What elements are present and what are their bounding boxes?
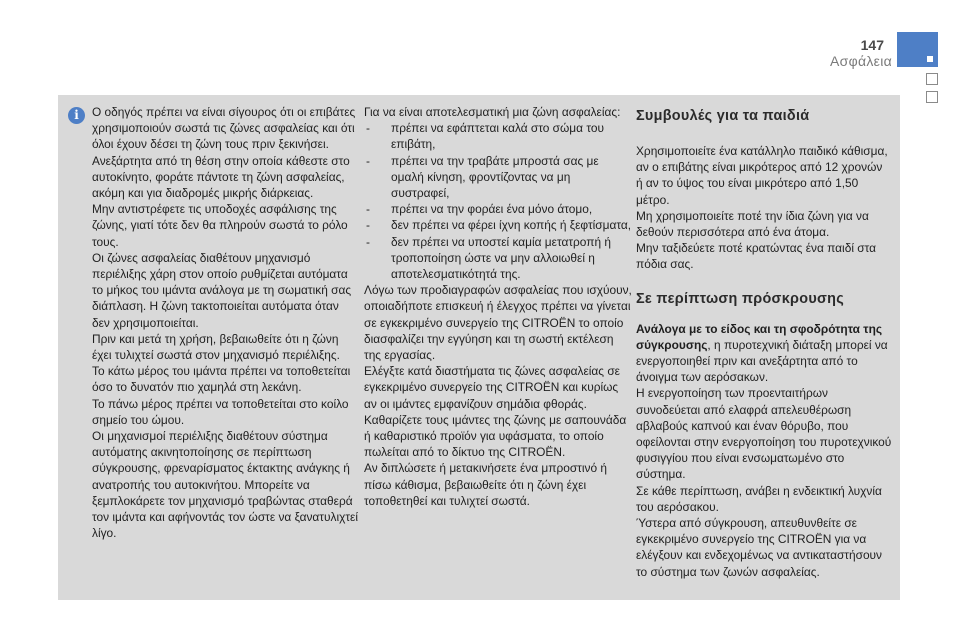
page-number: 147	[860, 37, 884, 53]
chapter-tab	[897, 32, 938, 67]
paragraph: Η ενεργοποίηση των προενταιτήρων συνοδεύεται από ελαφρά απελευθέρωση αβλαβούς καπνού και έναν θόρυβο, που οφείλονται στην ενεργοποίηση του πυροτεχνικού φυσιγγίου που είναι ενσωματωμένο στο σύστημα.	[636, 386, 892, 482]
paragraph: Πριν και μετά τη χρήση, βεβαιωθείτε ότι η ζώνη έχει τυλιχτεί σωστά στον μηχανισμό περιέλιξης.	[92, 331, 340, 363]
collision-lead	[636, 321, 892, 386]
list-item: - πρέπει να εφάπτεται καλά στο σώμα του επιβάτη,	[364, 120, 632, 152]
chapter-tab-mark	[927, 56, 933, 62]
info-icon: i	[68, 107, 85, 124]
paragraph: Σε κάθε περίπτωση, ανάβει η ενδεικτική λυχνία του αερόσακου.	[636, 483, 882, 514]
paragraph: Το πάνω μέρος πρέπει να τοποθετείται στο κοίλο σημείο του ώμου.	[92, 396, 349, 427]
column-1	[92, 104, 358, 541]
list-item: - δεν πρέπει να φέρει ίχνη κοπής ή ξεφτίσματα,	[364, 217, 632, 233]
paragraph: Αν διπλώσετε ή μετακινήσετε ένα μπροστινό ή πίσω κάθισμα, βεβαιωθείτε ότι η ζώνη έχει τοποθετηθεί και τυλιχτεί σωστά.	[364, 461, 607, 508]
chapter-box-1	[926, 73, 938, 85]
paragraph: Μη χρησιμοποιείτε ποτέ την ίδια ζώνη για να δεθούν περισσότερα από ένα άτομα.	[636, 208, 869, 240]
column-2	[364, 104, 632, 509]
chapter-box-2	[926, 91, 938, 103]
heading-children-advice: Συμβουλές για τα παιδιά	[636, 108, 810, 124]
heading-collision: Σε περίπτωση πρόσκρουσης	[636, 290, 845, 307]
paragraph: Ελέγξτε κατά διαστήματα τις ζώνες ασφαλείας σε εγκεκριμένο συνεργείο της CITROËN και κυρίως αν οι ιμάντες εμφανίζουν σημάδια φθοράς.	[364, 364, 620, 411]
list-item: - πρέπει να την τραβάτε μπροστά σας με ομαλή κίνηση, φροντίζοντας να μη συστραφεί,	[364, 153, 632, 202]
paragraph: Οι ζώνες ασφαλείας διαθέτουν μηχανισμό περιέλιξης χάρη στον οποίο ρυθμίζεται αυτόματα το μήκος του ιμάντα ανάλογα με τη σωματική σας διάπλαση. Η ζώνη τακτοποιείται αυτόματα όταν δεν χρησιμοποιείται.	[92, 250, 352, 330]
section-label: Ασφάλεια	[830, 53, 892, 69]
paragraph: Καθαρίζετε τους ιμάντες της ζώνης με σαπουνάδα ή καθαριστικό προϊόν για υφάσματα, το οποίο πωλείται από το δίκτυο της CITROËN.	[364, 412, 627, 460]
list-item: - πρέπει να την φοράει ένα μόνο άτομο,	[364, 201, 632, 217]
intro-text: Για να είναι αποτελεσματική μια ζώνη ασφαλείας:	[364, 105, 621, 119]
requirements-list	[364, 120, 632, 282]
content-panel	[58, 95, 900, 600]
paragraph: Μην αντιστρέφετε τις υποδοχές ασφάλισης της ζώνης, γιατί τότε δεν θα πληρούν σωστά το ρόλο τους.	[92, 202, 348, 249]
paragraph: Ύστερα από σύγκρουση, απευθυνθείτε σε εγκεκριμένο συνεργείο της CITROËN για να ελέγξουν και ενδεχομένως να αντικαταστήσουν το σύστημα των ζωνών ασφαλείας.	[636, 516, 883, 579]
paragraph: Οι μηχανισμοί περιέλιξης διαθέτουν σύστημα αυτόματης ακινητοποίησης σε περίπτωση σύγκρουσης, φρεναρίσματος έκτακτης ανάγκης ή ανατροπής του αυτοκινήτου. Μπορείτε να ξεμπλοκάρετε τον μηχανισμό τραβώντας σταθερά τον ιμάντα και αφήνοντάς τον ώστε να ξανατυλιχτεί λίγο.	[92, 429, 358, 541]
paragraph: Λόγω των προδιαγραφών ασφαλείας που ισχύουν, οποιαδήποτε επισκευή ή έλεγχος πρέπει να γίνεται σε εγκεκριμένο συνεργείο της CITROËN το οποίο διασφαλίζει την εγγύηση και τη σωστή εκτέλεση της εργασίας.	[364, 283, 632, 363]
paragraph: Ο οδηγός πρέπει να είναι σίγουρος ότι οι επιβάτες χρησιμοποιούν σωστά τις ζώνες ασφαλείας και ότι όλοι έχουν δέσει τη ζώνη τους πριν ξεκινήσει.	[92, 105, 356, 152]
paragraph: Μην ταξιδεύετε ποτέ κρατώντας ένα παιδί στα πόδια σας.	[636, 241, 877, 272]
paragraph: Χρησιμοποιείτε ένα κατάλληλο παιδικό κάθισμα, αν ο επιβάτης είναι μικρότερος από 12 χρονών ή αν το ύψος του είναι μικρότερο από 1,50 μέτρο.	[636, 144, 888, 207]
paragraph: Ανεξάρτητα από τη θέση στην οποία κάθεστε στο αυτοκίνητο, φοράτε πάντοτε τη ζώνη ασφαλείας, ακόμη και για διαδρομές μικρής διάρκειας.	[92, 153, 350, 201]
column-3	[636, 104, 892, 580]
list-item: - δεν πρέπει να υποστεί καμία μετατροπή ή τροποποίηση ώστε να μην αλλοιωθεί η αποτελεσματικότητά της.	[364, 234, 632, 283]
collision-lead-bold: Ανάλογα με το είδος και τη σφοδρότητα της σύγκρουσης	[636, 321, 883, 352]
collision-lead-rest: , η πυροτεχνική διάταξη μπορεί να ενεργοποιηθεί πριν και ανεξάρτητα από το άνοιγμα των αερόσακων.	[636, 337, 888, 385]
paragraph: Το κάτω μέρος του ιμάντα πρέπει να τοποθετείται όσο το δυνατόν πιο χαμηλά στη λεκάνη.	[92, 364, 351, 395]
